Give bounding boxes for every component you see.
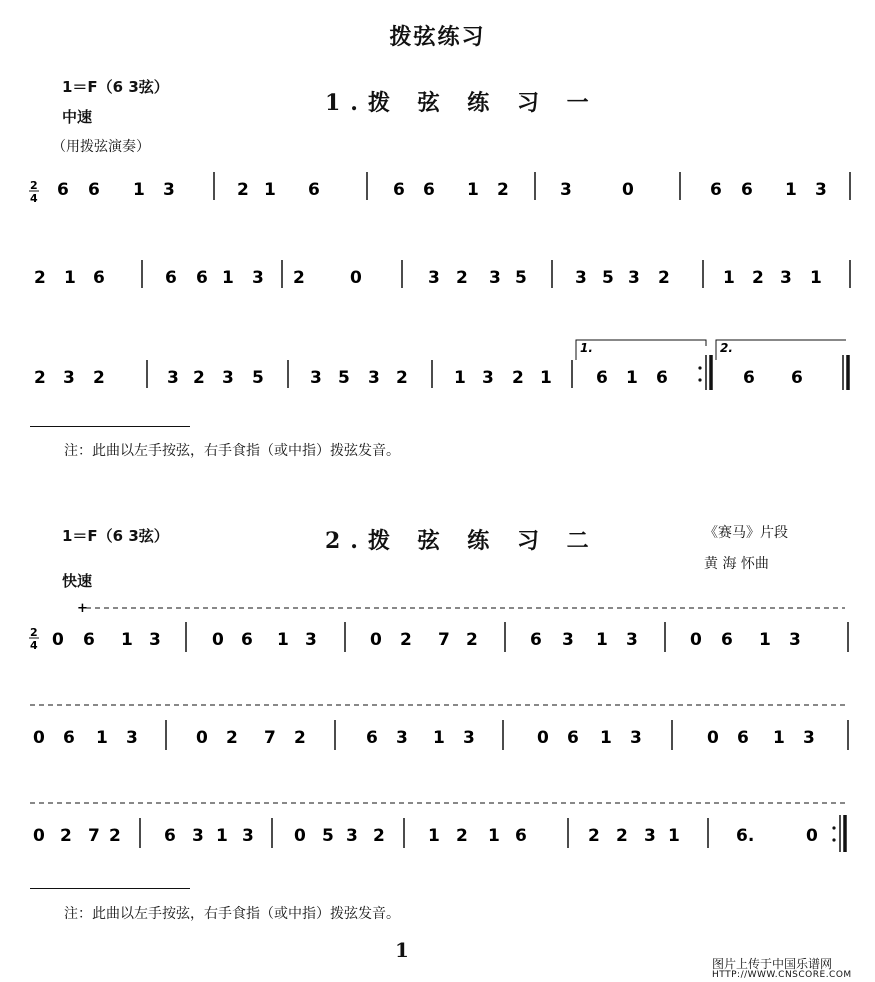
note: 0 <box>52 630 64 650</box>
note: 2 <box>396 368 408 388</box>
note: 6 <box>721 630 733 650</box>
note: 6 <box>88 180 100 200</box>
note: 1 <box>785 180 797 200</box>
note: 3 <box>346 826 358 846</box>
note: 6 <box>393 180 405 200</box>
note: 6 <box>196 268 208 288</box>
note: 3 <box>396 728 408 748</box>
note: 1 <box>596 630 608 650</box>
note: 1 <box>626 368 638 388</box>
note: 1 <box>454 368 466 388</box>
svg-text:2: 2 <box>30 626 38 639</box>
note: 0 <box>622 180 634 200</box>
note: 2 <box>93 368 105 388</box>
note: 6 <box>710 180 722 200</box>
note: 6 <box>737 728 749 748</box>
time-signature-1 <box>29 179 39 205</box>
note: 1 <box>773 728 785 748</box>
note: 5 <box>322 826 334 846</box>
note: 3 <box>628 268 640 288</box>
note: 2 <box>34 268 46 288</box>
note: 2 <box>293 268 305 288</box>
note: 3 <box>489 268 501 288</box>
note: 2 <box>294 728 306 748</box>
footnote-rule-2 <box>30 888 190 889</box>
volta-1-label: 1. <box>580 341 593 355</box>
note: 3 <box>815 180 827 200</box>
note: 3 <box>368 368 380 388</box>
svg-text:+: + <box>77 601 88 616</box>
time-signature-2 <box>29 626 39 652</box>
note: 2 <box>109 826 121 846</box>
composer-credit: 黄 海 怀曲 <box>704 556 769 572</box>
note: 1 <box>121 630 133 650</box>
note: 6 <box>530 630 542 650</box>
note: 0 <box>33 826 45 846</box>
note: 1 <box>759 630 771 650</box>
note: 3 <box>167 368 179 388</box>
note: 2 <box>34 368 46 388</box>
footnote-1: 注：此曲以左手按弦，右手食指（或中指）拨弦发音。 <box>64 443 400 459</box>
note: 6 <box>423 180 435 200</box>
note: 3 <box>644 826 656 846</box>
note: 6 <box>743 368 755 388</box>
note: 2 <box>616 826 628 846</box>
note: 2 <box>400 630 412 650</box>
note: 2 <box>588 826 600 846</box>
note: 7 <box>264 728 276 748</box>
note: 1 <box>277 630 289 650</box>
note: 2 <box>456 826 468 846</box>
note: 1 <box>433 728 445 748</box>
note: 3 <box>305 630 317 650</box>
note: 5 <box>252 368 264 388</box>
note: 1 <box>540 368 552 388</box>
note: 6 <box>791 368 803 388</box>
note: 3 <box>222 368 234 388</box>
note: 3 <box>575 268 587 288</box>
note: 6. <box>736 826 755 846</box>
note: 3 <box>163 180 175 200</box>
score-piece-2 <box>0 590 875 880</box>
note: 6 <box>656 368 668 388</box>
note: 1 <box>467 180 479 200</box>
svg-text:4: 4 <box>30 639 38 652</box>
page-title: 拨弦练习 <box>389 24 486 50</box>
note: 6 <box>83 630 95 650</box>
footnote-2: 注：此曲以左手按弦，右手食指（或中指）拨弦发音。 <box>64 906 400 922</box>
note: 6 <box>308 180 320 200</box>
note: 3 <box>626 630 638 650</box>
note: 0 <box>196 728 208 748</box>
note: 1 <box>216 826 228 846</box>
note: 0 <box>707 728 719 748</box>
note: 0 <box>537 728 549 748</box>
note: 3 <box>562 630 574 650</box>
note: 1 <box>723 268 735 288</box>
note: 3 <box>560 180 572 200</box>
note: 2 <box>373 826 385 846</box>
source-credit: 《赛马》片段 <box>704 525 788 541</box>
score-piece-1 <box>0 150 875 420</box>
key-signature-1: 1＝F（6 3弦） <box>62 78 169 96</box>
note: 2 <box>512 368 524 388</box>
tempo-1: 中速 <box>62 108 93 126</box>
note: 1 <box>488 826 500 846</box>
note: 1 <box>668 826 680 846</box>
piece-title-1: 1.拨 弦 练 习 一 <box>325 90 599 116</box>
note: 2 <box>60 826 72 846</box>
key-signature-2: 1＝F（6 3弦） <box>62 527 169 545</box>
note: 0 <box>212 630 224 650</box>
note: 1 <box>133 180 145 200</box>
watermark-line-1: 图片上传于中国乐谱网 <box>712 957 833 971</box>
note: 1 <box>96 728 108 748</box>
tempo-2: 快速 <box>62 572 93 590</box>
note: 6 <box>93 268 105 288</box>
note: 3 <box>310 368 322 388</box>
note: 3 <box>242 826 254 846</box>
note: 3 <box>252 268 264 288</box>
note: 2 <box>658 268 670 288</box>
note: 1 <box>222 268 234 288</box>
note: 2 <box>497 180 509 200</box>
note: 6 <box>567 728 579 748</box>
svg-text:4: 4 <box>30 192 38 205</box>
footnote-rule-1 <box>30 426 190 427</box>
watermark-line-2: HTTP://WWW.CNSCORE.COM <box>712 970 852 980</box>
note: 6 <box>57 180 69 200</box>
note: 6 <box>164 826 176 846</box>
note: 6 <box>366 728 378 748</box>
note: 5 <box>602 268 614 288</box>
note: 7 <box>438 630 450 650</box>
performance-note: （用拨弦演奏） <box>52 139 150 155</box>
note: 3 <box>630 728 642 748</box>
note: 5 <box>515 268 527 288</box>
note: 1 <box>428 826 440 846</box>
note: 3 <box>149 630 161 650</box>
note: 6 <box>596 368 608 388</box>
note: 3 <box>463 728 475 748</box>
note: 3 <box>803 728 815 748</box>
note: 0 <box>294 826 306 846</box>
note: 2 <box>466 630 478 650</box>
piece-title-2: 2.拨 弦 练 习 二 <box>325 528 599 554</box>
note: 3 <box>63 368 75 388</box>
note: 6 <box>515 826 527 846</box>
note: 0 <box>33 728 45 748</box>
page-number: 1 <box>395 938 409 962</box>
note: 6 <box>241 630 253 650</box>
note: 0 <box>370 630 382 650</box>
note: 5 <box>338 368 350 388</box>
note: 3 <box>126 728 138 748</box>
note: 1 <box>600 728 612 748</box>
note: 3 <box>192 826 204 846</box>
note: 7 <box>88 826 100 846</box>
note: 6 <box>63 728 75 748</box>
note: 3 <box>780 268 792 288</box>
note: 1 <box>264 180 276 200</box>
note: 2 <box>226 728 238 748</box>
notes-piece-1 <box>34 180 827 388</box>
note: 2 <box>193 368 205 388</box>
note: 6 <box>741 180 753 200</box>
note: 2 <box>752 268 764 288</box>
note: 2 <box>237 180 249 200</box>
note: 6 <box>165 268 177 288</box>
note: 0 <box>806 826 818 846</box>
note: 2 <box>456 268 468 288</box>
note: 3 <box>789 630 801 650</box>
volta-2-label: 2. <box>720 341 733 355</box>
svg-text:2: 2 <box>30 179 38 192</box>
note: 1 <box>64 268 76 288</box>
note: 0 <box>350 268 362 288</box>
note: 1 <box>810 268 822 288</box>
note: 3 <box>482 368 494 388</box>
notes-piece-2 <box>33 630 818 846</box>
note: 3 <box>428 268 440 288</box>
note: 0 <box>690 630 702 650</box>
